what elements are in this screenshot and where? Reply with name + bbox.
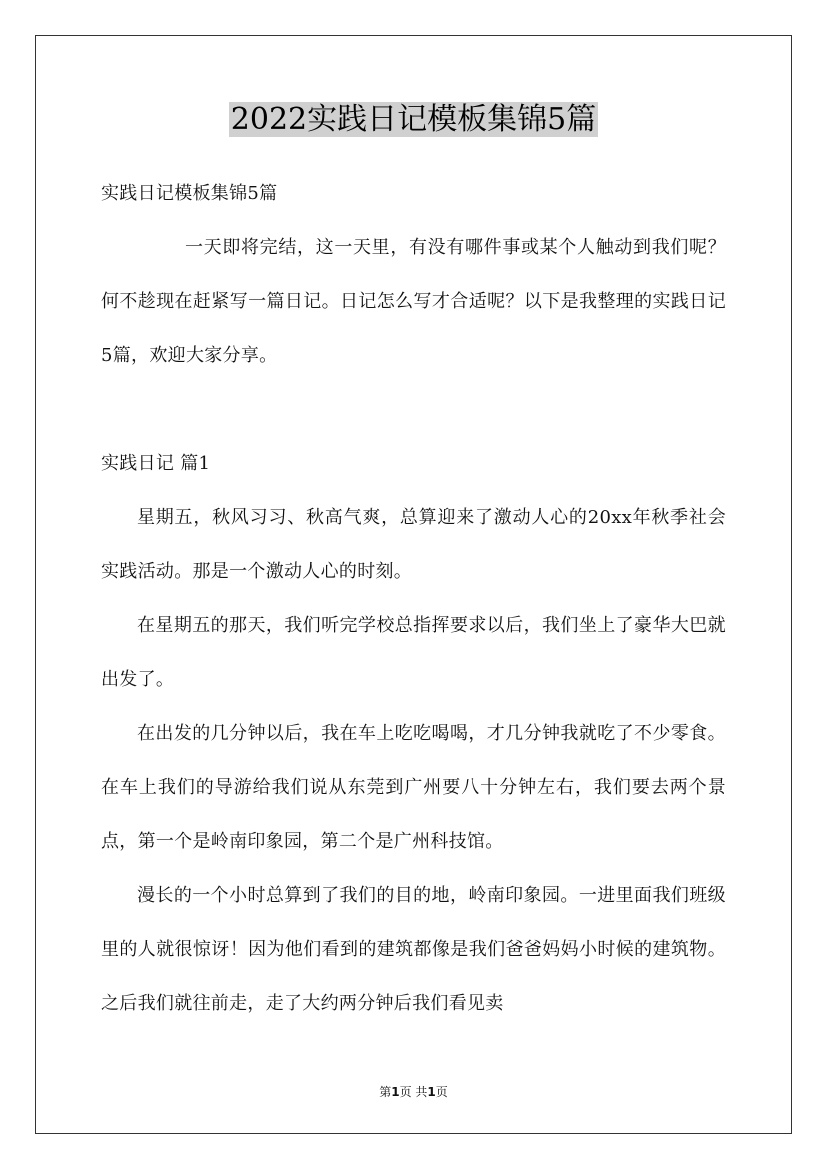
footer-prefix: 第 <box>379 1085 392 1099</box>
body-paragraph-3: 在出发的几分钟以后，我在车上吃吃喝喝，才几分钟我就吃了不少零食。在车上我们的导游给我们说从东莞到广州要八十分钟左右，我们要去两个景点，第一个是岭南印象园，第二个是广州科技馆。 <box>101 723 726 852</box>
page-footer <box>0 1083 827 1100</box>
footer-suffix: 页 <box>435 1085 448 1099</box>
footer-mid: 页 共 <box>399 1085 428 1099</box>
footer-page-total: 1 <box>427 1085 436 1099</box>
body-paragraph-1: 星期五，秋风习习、秋高气爽，总算迎来了激动人心的20xx年秋季社会实践活动。那是一个激动人心的时刻。 <box>101 507 726 582</box>
intro-paragraph: 一天即将完结，这一天里，有没有哪件事或某个人触动到我们呢？何不趁现在赶紧写一篇日记。日记怎么写才合适呢？以下是我整理的实践日记5篇，欢迎大家分享。 <box>101 237 726 366</box>
body-paragraph-4: 漫长的一个小时总算到了我们的目的地，岭南印象园。一进里面我们班级里的人就很惊讶！因为他们看到的建筑都像是我们爸爸妈妈小时候的建筑物。之后我们就往前走，走了大约两分钟后我们看见卖 <box>101 885 726 1014</box>
document-title <box>0 98 827 142</box>
footer-page-current: 1 <box>391 1085 400 1099</box>
document-subtitle: 实践日记模板集锦5篇 <box>101 183 278 204</box>
document-title-text: 2022实践日记模板集锦5篇 <box>230 102 597 137</box>
section-heading: 实践日记 篇1 <box>101 453 211 474</box>
body-paragraph-2: 在星期五的那天，我们听完学校总指挥要求以后，我们坐上了豪华大巴就出发了。 <box>101 615 726 690</box>
